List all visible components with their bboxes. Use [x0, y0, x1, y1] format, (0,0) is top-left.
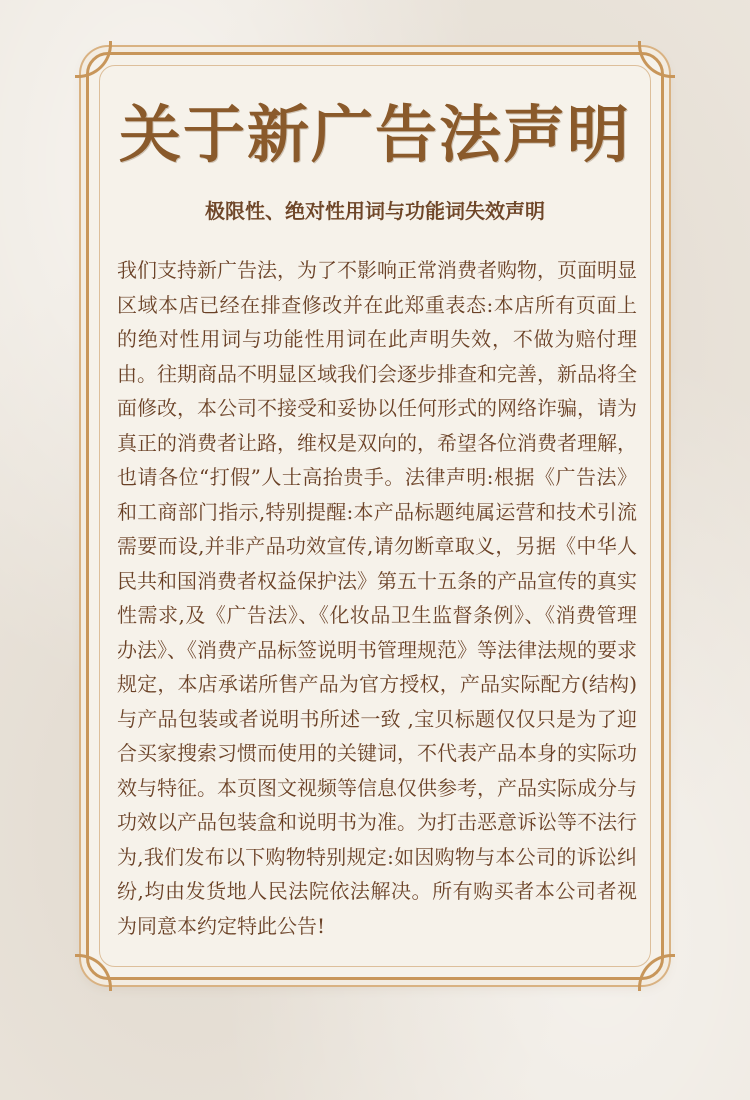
page-subtitle: 极限性、绝对性用词与功能词失效声明 [205, 199, 545, 223]
notice-panel [86, 52, 664, 980]
notice-body-text: 我们支持新广告法，为了不影响正常消费者购物，页面明显区域本店已经在排查修改并在此郑重表态:本店所有页面上的绝对性用词与功能性用词在此声明失效，不做为赔付理由。往期商品不明显区域我们会逐步排查和完善，新品将全面修改，本公司不接受和妥协以任何形式的网络诈骗，请为真正的消费者让路，维权是双向的，希望各位消费者理解，也请各位“打假”人士高抬贵手。法律声明:根据《广告法》和工商部门指示,特别提醒:本产品标题纯属运营和技术引流需要而设,并非产品功效宣传,请勿断章取义，另据《中华人民共和国消费者权益保护法》第五十五条的产品宣传的真实性需求,及《广告法》、《化妆品卫生监督条例》、《消费管理办法》、《消费产品标签说明书管理规范》等法律法规的要求规定，本店承诺所售产品为官方授权，产品实际配方(结构)与产品包装或者说明书所述一致 ,宝贝标题仅仅只是为了迎合买家搜索习惯而使用的关键词，不代表产品本身的实际功效与特征。本页图文视频等信息仅供参考，产品实际成分与功效以产品包装盒和说明书为准。为打击恶意诉讼等不法行为,我们发布以下购物特别规定:如因购物与本公司的诉讼纠纷,均由发货地人民法院依法解决。所有购买者本公司者视为同意本约定特此公告! [117, 258, 637, 938]
page-title: 关于新广告法声明 [118, 98, 631, 171]
